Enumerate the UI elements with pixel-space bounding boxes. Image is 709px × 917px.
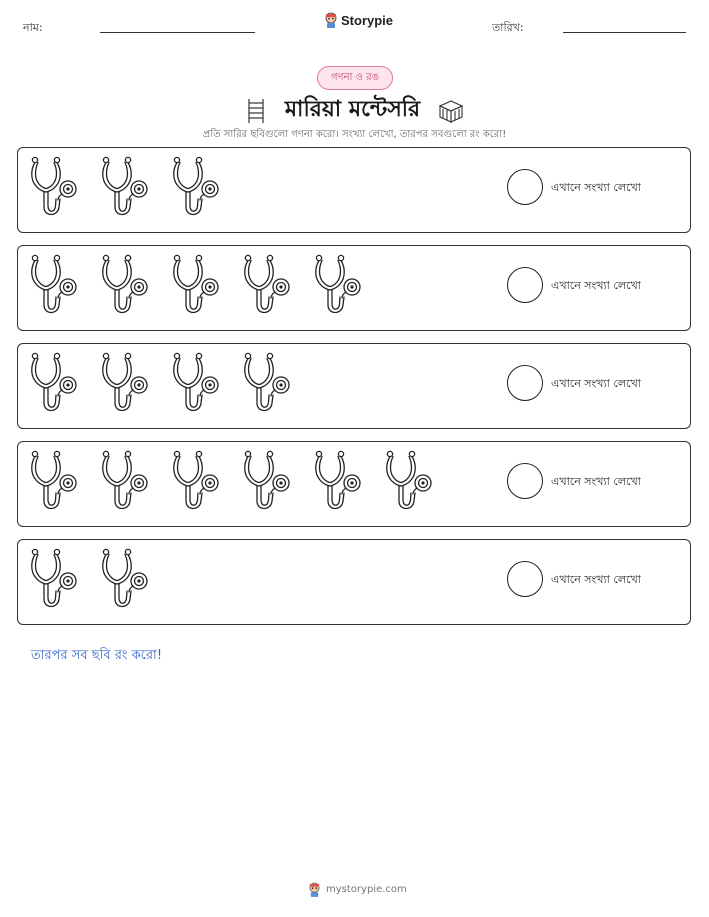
stethoscope-icon (170, 351, 226, 417)
answer-circle[interactable] (507, 463, 543, 499)
stethoscope-icon (170, 449, 226, 515)
stethoscope-icon (28, 547, 84, 613)
stethoscope-icon (99, 449, 155, 515)
stethoscope-icon (241, 253, 297, 319)
name-label: নাম: (23, 21, 43, 34)
count-row (17, 147, 691, 233)
page-title: মারিয়া মন্টেসরি (284, 97, 421, 122)
answer-circle[interactable] (507, 561, 543, 597)
answer-label: এখানে সংখ্যা লেখো (551, 181, 641, 194)
stethoscope-icon (170, 253, 226, 319)
title-row (0, 92, 709, 129)
wooden-block-icon (438, 99, 464, 123)
stethoscope-icon (28, 351, 84, 417)
count-row (17, 343, 691, 429)
answer-label: এখানে সংখ্যা লেখো (551, 279, 641, 292)
answer-label: এখানে সংখ্যা লেখো (551, 475, 641, 488)
site-url: mystorypie.com (326, 884, 407, 895)
name-line[interactable] (100, 32, 255, 33)
count-row (17, 245, 691, 331)
row-icons (28, 547, 170, 613)
count-row (17, 539, 691, 625)
stethoscope-icon (312, 253, 368, 319)
row-icons (28, 253, 383, 319)
stethoscope-icon (99, 155, 155, 221)
stethoscope-icon (28, 253, 84, 319)
answer-circle[interactable] (507, 365, 543, 401)
ladder-icon (245, 98, 267, 124)
stethoscope-icon (28, 155, 84, 221)
stethoscope-icon (99, 351, 155, 417)
brand-name: Storypie (341, 12, 394, 28)
footer-instruction: তারপর সব ছবি রং করো! (31, 648, 163, 663)
stethoscope-icon (28, 449, 84, 515)
stethoscope-icon (99, 547, 155, 613)
date-line[interactable] (563, 32, 686, 33)
answer-label: এখানে সংখ্যা লেখো (551, 377, 641, 390)
site-footer (308, 882, 407, 897)
stethoscope-icon (241, 351, 297, 417)
instruction-text: প্রতি সারির ছবিগুলো গণনা করো। সংখ্যা লেখো, তারপর সবগুলো রং করো! (202, 129, 507, 140)
brand-logo (324, 12, 393, 28)
row-icons (28, 449, 454, 515)
date-label: তারিখ: (492, 21, 524, 34)
stethoscope-icon (312, 449, 368, 515)
storypie-mascot-icon (308, 882, 321, 897)
storypie-mascot-icon (324, 12, 338, 28)
category-tag: গণনা ও রঙ (317, 66, 393, 90)
count-row (17, 441, 691, 527)
answer-label: এখানে সংখ্যা লেখো (551, 573, 641, 586)
stethoscope-icon (241, 449, 297, 515)
stethoscope-icon (170, 155, 226, 221)
answer-circle[interactable] (507, 169, 543, 205)
stethoscope-icon (383, 449, 439, 515)
row-icons (28, 155, 241, 221)
row-icons (28, 351, 312, 417)
answer-circle[interactable] (507, 267, 543, 303)
stethoscope-icon (99, 253, 155, 319)
